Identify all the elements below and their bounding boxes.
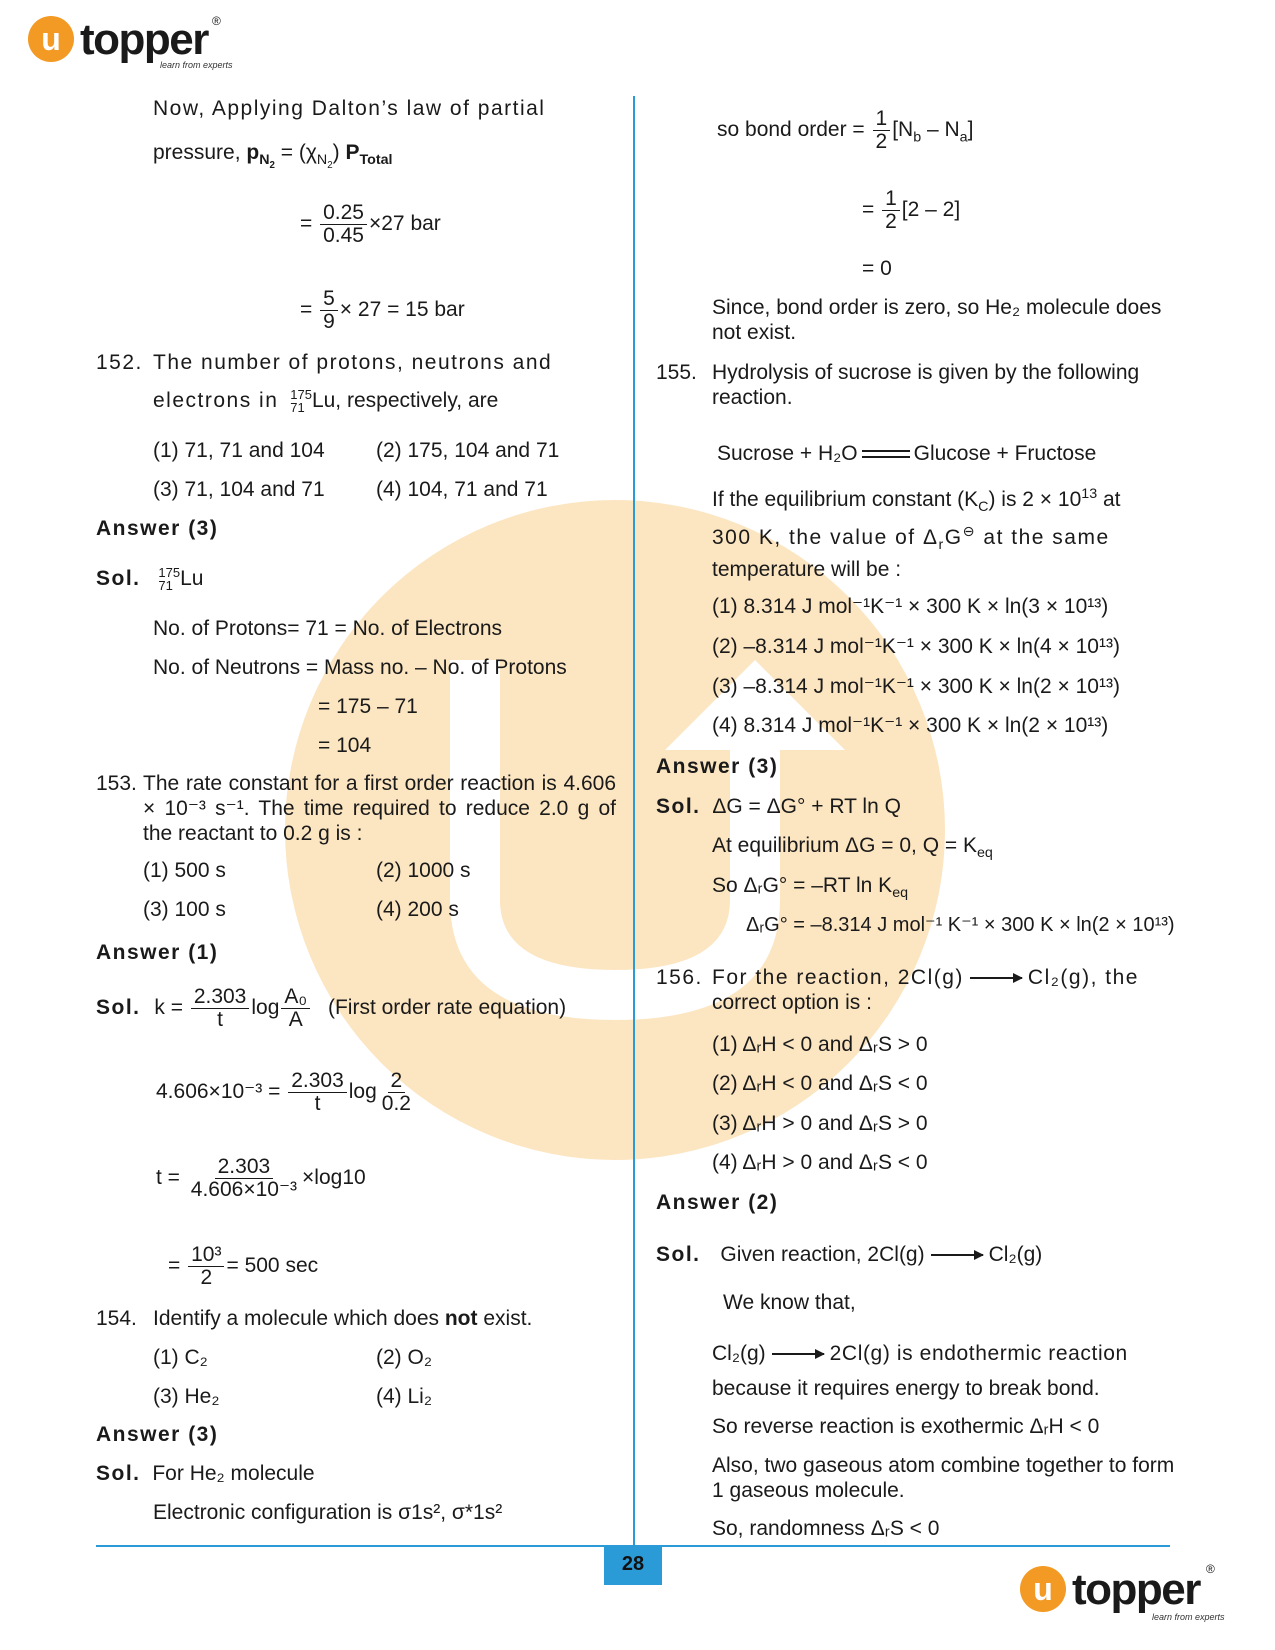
eq2-denominator: t — [314, 1092, 321, 1116]
reaction-arrow-icon — [970, 977, 1022, 979]
q152-option-2: (2) 175, 104 and 71 — [376, 439, 560, 462]
q155-products: Glucose + Fructose — [913, 442, 1097, 465]
q154-number: 154. — [96, 1307, 137, 1330]
q156-sol-endo-cont: because it requires energy to break bond. — [712, 1377, 1100, 1400]
q152-sol-line-4: = 104 — [318, 734, 372, 757]
q154-sol-text: For He₂ molecule — [152, 1462, 315, 1485]
q156-sol-also: Also, two gaseous atom combine together to form 1 gaseous molecule. — [712, 1454, 1175, 1502]
dalton-pressure-line: pressure, $p_{N_2} = (\chi_{N_2})$ $P_{Total}$ — [153, 141, 393, 172]
eq1-k: k = — [154, 996, 183, 1020]
q155-reaction — [717, 441, 1096, 467]
logo-registered-mark: ® — [1206, 1562, 1215, 1576]
q152-sol-line-2: No. of Neutrons = Mass no. – No. of Protons — [153, 656, 567, 679]
pressure-label: pressure, — [153, 141, 241, 164]
q156-line1 — [712, 965, 1139, 991]
q155-reactants: Sucrose + H₂O — [717, 442, 858, 465]
q156-number: 156. — [656, 966, 703, 989]
calc2-numerator: 5 — [320, 288, 338, 311]
q155-sol-line3: So ΔᵣG° = –RT $\ln K_{eq}$ — [712, 874, 909, 902]
q153-option-3: (3) 100 s — [143, 898, 226, 921]
logo-mark: u — [28, 16, 74, 62]
eq1-log: log — [251, 996, 280, 1020]
page-number: 28 — [604, 1545, 662, 1585]
q152-line2-start: electrons in — [153, 389, 279, 412]
dalton-intro: Now, Applying Dalton’s law of partial — [153, 97, 546, 120]
q155-sol-line4: ΔᵣG° = –8.314 J mol⁻¹ K⁻¹ × 300 K × ln(2 × 10¹³) — [746, 914, 1175, 936]
bond-order-substituted: [2 – 2] — [901, 198, 961, 222]
bond-order-label: so bond order = — [717, 118, 865, 142]
bond-order-line1: so bond order = $\frac{1}{2}$ $[N_b - N_a]$ — [717, 107, 974, 154]
q155-text: Hydrolysis of sucrose is given by the following reaction. — [712, 361, 1140, 409]
q154-answer: Answer (3) — [96, 1423, 219, 1446]
calc1-numerator: 0.25 — [320, 202, 367, 225]
eq2-lhs: 4.606×10⁻³ = — [156, 1080, 281, 1104]
equilibrium-arrow-icon — [862, 450, 910, 458]
q155-text2-line1: If the equilibrium constant $(K_C)$ is $2 \times 10^{13}$ at — [712, 486, 1121, 516]
bond-order-line2: = $\frac{1}{2}$ [2 – 2] — [862, 187, 961, 234]
bond-order-half-num: 1 — [873, 108, 891, 131]
header-logo — [28, 12, 208, 67]
pressure-symbol: $p_{N_2}$ — [246, 141, 275, 172]
q156-sol-so: So, randomness ΔᵣS < 0 — [712, 1517, 940, 1540]
q153-number: 153. — [96, 772, 137, 795]
eq4-denominator: 2 — [200, 1266, 213, 1290]
q153-sol-label: Sol. — [96, 996, 141, 1020]
q152-line2-end: Lu, respectively, are — [311, 389, 499, 412]
q155-sol-text-3: So ΔᵣG° = –RT ln K — [712, 874, 893, 897]
reaction-arrow-icon — [772, 1353, 824, 1355]
q154-sol-label: Sol. — [96, 1462, 141, 1485]
bond-order-half-num: 1 — [882, 188, 900, 211]
dalton-calc-2: = $\frac{5}{9}$ × 27 = 15 bar — [300, 287, 465, 334]
q156-option-2: (2) ΔᵣH < 0 and ΔᵣS < 0 — [712, 1072, 928, 1095]
q152-option-3: (3) 71, 104 and 71 — [153, 478, 325, 501]
eq2-log-denominator: 0.2 — [381, 1092, 411, 1116]
q152-sol-line-3: = 175 – 71 — [318, 695, 418, 718]
q152-line2: electrons in 175 71 Lu, respectively, are — [153, 387, 499, 416]
eq2-numerator: 2.303 — [288, 1070, 347, 1093]
logo-wordmark: topper — [80, 15, 208, 64]
dalton-calc-1: = $\frac{0.25}{0.45}$ ×27 bar — [300, 201, 441, 248]
q152-sol-element: Lu — [180, 567, 204, 590]
q156-line2: correct option is : — [712, 991, 872, 1014]
q156-sol-exo: So reverse reaction is exothermic ΔᵣH < 0 — [712, 1415, 1100, 1438]
q155-option-1: (1) 8.314 J mol⁻¹K⁻¹ × 300 K × ln(3 × 10¹³) — [712, 595, 1109, 618]
q154-text-emph: not — [444, 1307, 478, 1330]
eq1-log-numerator: A₀ — [281, 986, 310, 1009]
eq3-denominator: 4.606×10⁻³ — [190, 1178, 298, 1202]
q152-answer: Answer (3) — [96, 517, 219, 540]
eq2-log-numerator: 2 — [388, 1070, 406, 1093]
pressure-expr: = (χ — [280, 141, 317, 164]
q155-option-3: (3) –8.314 J mol⁻¹K⁻¹ × 300 K × ln(2 × 10¹³) — [712, 675, 1120, 698]
q154-text — [153, 1306, 532, 1332]
q156-sol-endo — [712, 1341, 1128, 1367]
bond-order-half-den: 2 — [875, 130, 888, 154]
column-divider — [633, 96, 635, 1546]
eq3-rest: ×log10 — [302, 1166, 366, 1190]
logo-wordmark: topper — [1072, 1565, 1200, 1614]
eq4-rest: = 500 sec — [226, 1254, 319, 1278]
q154-text-end: exist. — [483, 1307, 533, 1330]
bond-order-expr: [N — [892, 118, 914, 142]
q156-sol-label: Sol. — [656, 1243, 701, 1266]
q155-text2-mid: 300 K, the value of Δ — [712, 526, 939, 549]
q152-number: 152. — [96, 351, 143, 374]
q156-sol-given-end: Cl₂(g) — [988, 1243, 1043, 1266]
q152-sol-line-1: No. of Protons= 71 = No. of Electrons — [153, 617, 503, 640]
q153-sol-eq4: = $\frac{\text{10³}}{2}$ = 500 sec — [168, 1243, 319, 1290]
q155-option-4: (4) 8.314 J mol⁻¹K⁻¹ × 300 K × ln(2 × 10¹³) — [712, 714, 1109, 737]
eq4-numerator: 10³ — [188, 1244, 224, 1267]
q154-text-start: Identify a molecule which does — [153, 1307, 439, 1330]
q155-text2-line2: 300 K, the value of $\Delta_rG^⊖$ at the same — [712, 524, 1110, 554]
eq2-log: log — [348, 1080, 377, 1104]
logo-mark: u — [1020, 1566, 1066, 1612]
q156-line1-start: For the reaction, 2Cl(g) — [712, 966, 964, 989]
eq3-numerator: 2.303 — [215, 1156, 274, 1179]
q156-sol-given — [656, 1242, 1042, 1268]
q154-option-1: (1) C₂ — [153, 1346, 208, 1369]
q153-option-2: (2) 1000 s — [376, 859, 471, 882]
q153-text: The rate constant for a first order reaction is 4.606 × 10⁻³ s⁻¹. The time required to reduce 2.0 g of the reactant to 0.2 g is : — [143, 772, 616, 845]
q155-sol-line1 — [656, 794, 901, 820]
calc1-rest: ×27 bar — [368, 212, 441, 236]
bond-order-line3: = 0 — [862, 257, 892, 280]
footer-logo — [1020, 1562, 1200, 1617]
bond-conclusion: Since, bond order is zero, so He₂ molecule does not exist. — [712, 296, 1162, 344]
q152-option-1: (1) 71, 71 and 104 — [153, 439, 325, 462]
calc2-rest: × 27 = 15 bar — [339, 298, 465, 322]
q156-option-4: (4) ΔᵣH > 0 and ΔᵣS < 0 — [712, 1151, 928, 1174]
logo-tagline: learn from experts — [160, 60, 233, 70]
q155-answer: Answer (3) — [656, 755, 779, 778]
eq1-numerator: 2.303 — [191, 986, 250, 1009]
q155-text2-start: If the equilibrium constant (K — [712, 488, 979, 511]
reaction-arrow-icon — [931, 1254, 983, 1256]
eq1-denominator: t — [217, 1008, 224, 1032]
q153-sol-eq3 — [156, 1156, 366, 1201]
q154-sol-line1 — [96, 1461, 315, 1487]
q152-sol-label: Sol. — [96, 567, 141, 590]
q154-sol-line2: Electronic configuration is σ1s², σ*1s² — [153, 1501, 503, 1524]
q155-sol-text-2: At equilibrium ΔG = 0, Q = K — [712, 834, 977, 857]
q155-sol-label: Sol. — [656, 795, 701, 818]
q155-sol-line2: At equilibrium ΔG = 0, $Q = K_{eq}$ — [712, 834, 993, 862]
q156-answer: Answer (2) — [656, 1191, 779, 1214]
q153-sol-eq1 — [96, 986, 566, 1031]
q152-option-4: (4) 104, 71 and 71 — [376, 478, 548, 501]
q152-sol-head: Sol. 175 71 Lu — [96, 565, 204, 594]
q156-line1-end: Cl₂(g), the — [1027, 966, 1139, 989]
q156-option-1: (1) ΔᵣH < 0 and ΔᵣS > 0 — [712, 1033, 928, 1056]
calc1-denominator: 0.45 — [323, 224, 364, 248]
q156-sol-endo-reactant: Cl₂(g) — [712, 1342, 766, 1365]
q155-number: 155. — [656, 361, 697, 384]
bond-order-half-den: 2 — [885, 210, 897, 234]
eq1-log-denominator: A — [288, 1008, 303, 1032]
q153-answer: Answer (1) — [96, 941, 219, 964]
q156-sol-endo-rest: 2Cl(g) is endothermic reaction — [829, 1342, 1128, 1365]
q155-text2-line3: temperature will be : — [712, 558, 902, 581]
q154-option-3: (3) He₂ — [153, 1385, 220, 1408]
logo-tagline: learn from experts — [1152, 1612, 1225, 1622]
q154-option-4: (4) Li₂ — [376, 1385, 432, 1408]
q153-option-4: (4) 200 s — [376, 898, 459, 921]
eq3-lhs: t = — [156, 1166, 180, 1190]
q156-sol-given-start: Given reaction, 2Cl(g) — [720, 1243, 925, 1266]
q156-option-3: (3) ΔᵣH > 0 and ΔᵣS > 0 — [712, 1112, 928, 1135]
logo-registered-mark: ® — [212, 14, 221, 28]
q155-option-2: (2) –8.314 J mol⁻¹K⁻¹ × 300 K × ln(4 × 10¹³) — [712, 635, 1120, 658]
q153-sol-eq2 — [156, 1070, 416, 1115]
calc2-denominator: 9 — [323, 310, 335, 334]
q154-option-2: (2) O₂ — [376, 1346, 432, 1369]
q156-sol-know: We know that, — [723, 1291, 856, 1314]
q153-option-1: (1) 500 s — [143, 859, 226, 882]
q155-sol-text-1: ΔG = ΔG° + RT ln Q — [712, 795, 901, 818]
q152-line1: The number of protons, neutrons and — [153, 351, 553, 374]
eq1-note: (First order rate equation) — [327, 996, 567, 1020]
